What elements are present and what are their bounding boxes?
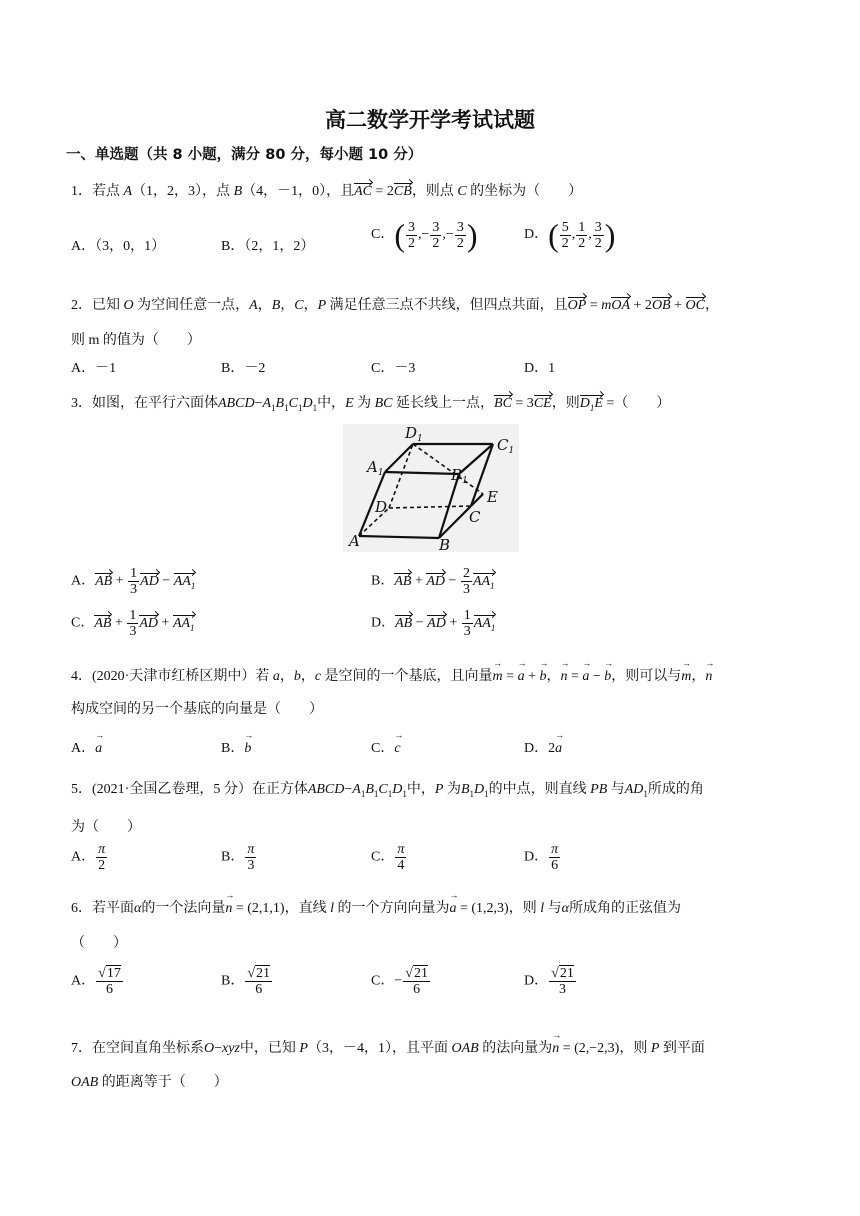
question-2-option-b[interactable]: B．－2 <box>221 361 266 376</box>
svg-text:C1: $C_1$ <box>497 436 515 456</box>
question-7-stem: 7．在空间直角坐标系O−xyz中，已知 P（3，－4，1），且平面 OAB 的法向量为→ n = (2,−2,3)，则 P 到平面 <box>71 1036 705 1057</box>
question-5-option-a[interactable]: A． $\frac{\pi}{2}$ <box>71 842 106 873</box>
question-3-option-a[interactable]: A．AB + $\frac{1}{3}$ AD − $AA_1$ <box>71 566 196 597</box>
svg-text:D: D <box>375 498 388 516</box>
svg-text:A1: $A_1$ <box>367 458 384 478</box>
question-4-line2: 构成空间的另一个基底的向量是（ ） <box>71 702 323 717</box>
question-1-option-d[interactable]: D．( $\frac{5}{2}$ , $\frac{1}{2}$ , $\frac{3}{2}$ ) <box>524 217 616 253</box>
question-5-stem: 5．(2021·全国乙卷理，5 分）在正方体$ABCD-A_1B_1C_1D_1$中，P 为$B_1D_1$的中点，则直线 PB 与$AD_1$所成的角 <box>71 782 704 799</box>
question-5-option-d[interactable]: D． $\frac{\pi}{6}$ <box>524 842 559 873</box>
question-7-line2: OAB 的距离等于（ ） <box>71 1075 228 1090</box>
question-2-option-a[interactable]: A．－1 <box>71 361 117 376</box>
section-heading: 一、单选题（共 8 小题，满分 80 分，每小题 10 分） <box>66 147 423 163</box>
question-5-option-c[interactable]: C． $\frac{\pi}{4}$ <box>371 842 405 873</box>
question-3-stem: 3．如图，在平行六面体$ABCD-A_1B_1C_1D_1$中，E 为 BC 延长线上一点，BC = 3CE，则$D_1E$ =（ ） <box>71 392 670 413</box>
question-2-option-d[interactable]: D．1 <box>524 361 556 376</box>
question-6-stem: 6．若平面α的一个法向量→ n = (2,1,1)，直线 l 的一个方向向量为→ a = (1,2,3)，则 l 与α所成角的正弦值为 <box>71 896 681 917</box>
svg-text:E: E <box>487 488 498 506</box>
question-5-option-b[interactable]: B． $\frac{\pi}{3}$ <box>221 842 255 873</box>
question-4-option-b[interactable]: B．→ b <box>221 736 251 757</box>
svg-text:A: A <box>349 532 360 550</box>
question-2-line2: 则 m 的值为（ ） <box>71 333 201 348</box>
question-2-option-c[interactable]: C．－3 <box>371 361 416 376</box>
question-1-option-a[interactable]: A．（3，0，1） <box>71 239 166 254</box>
question-4-option-d[interactable]: D．2→ a <box>524 736 562 757</box>
page-title: 高二数学开学考试试题 <box>325 108 535 132</box>
question-6-option-c[interactable]: C．− $\frac{√21}{6}$ <box>371 966 428 997</box>
question-1-option-b[interactable]: B．（2，1，2） <box>221 239 315 254</box>
svg-text:C: C <box>469 508 481 526</box>
question-6-option-d[interactable]: D． $\frac{√21}{3}$ <box>524 966 574 997</box>
question-4-option-c[interactable]: C．→ c <box>371 736 401 757</box>
question-2-stem: 2．已知 O 为空间任意一点，A，B，C，P 满足任意三点不共线，但四点共面，且OP = mOA + 2OB + OC， <box>71 294 719 314</box>
question-3-option-c[interactable]: C．AB + $\frac{1}{3}$ AD + $AA_1$ <box>71 608 195 639</box>
question-6-option-b[interactable]: B． $\frac{√21}{6}$ <box>221 966 271 997</box>
svg-text:D1: $D_1$ <box>405 424 423 444</box>
question-6-option-a[interactable]: A． $\frac{√17}{6}$ <box>71 966 121 997</box>
question-1-stem: 1．若点 A（1，2，3），点 B（4，－1，0），且AC = 2CB，则点 C 的坐标为（ ） <box>71 180 582 200</box>
question-3-option-d[interactable]: D．AB − AD + $\frac{1}{3}$ $AA_1$ <box>371 608 496 639</box>
question-4-stem: 4．(2020·天津市红桥区期中）若 a，b，c 是空间的一个基底，且向量→ m = → a + → b，→ n = → a − → b，则可以与→ m，→ n <box>71 664 712 685</box>
question-5-line2: 为（ ） <box>71 820 141 835</box>
question-6-line2: （ ） <box>71 936 127 951</box>
svg-text:B: B <box>439 536 451 552</box>
question-3-option-b[interactable]: B．AB + AD − $\frac{2}{3}$ $AA_1$ <box>371 566 495 597</box>
parallelepiped-figure <box>343 424 519 552</box>
question-1-option-c[interactable]: C．( $\frac{3}{2}$ ,− $\frac{3}{2}$ ,− $\frac{3}{2}$ ) <box>371 217 478 253</box>
svg-text:B1: $B_1$ <box>451 466 468 486</box>
question-4-option-a[interactable]: A．→ a <box>71 736 102 757</box>
